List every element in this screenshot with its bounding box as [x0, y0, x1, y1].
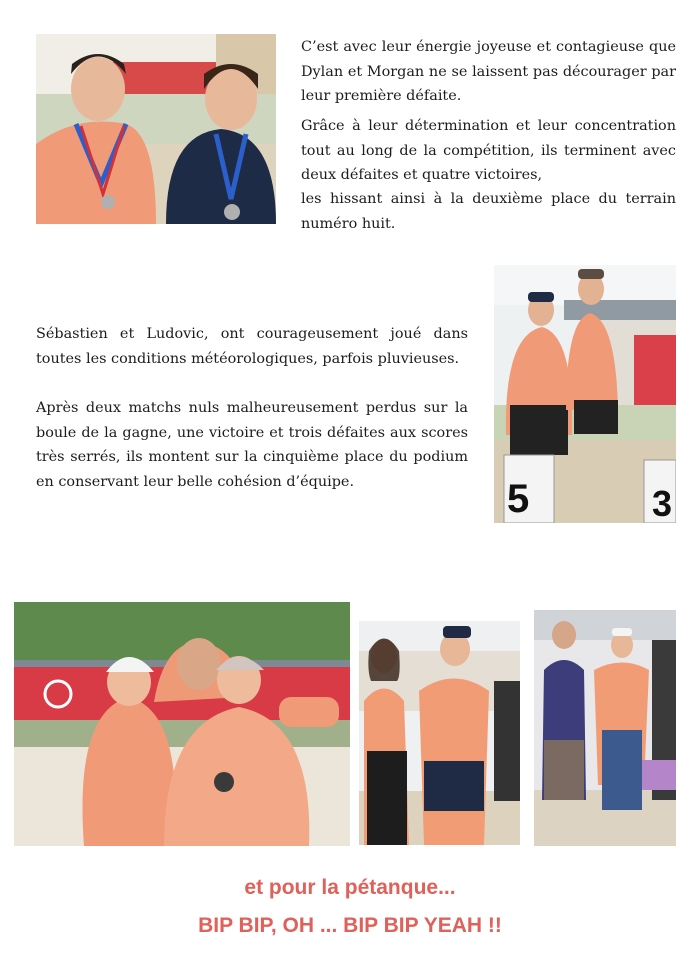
photo-athletes-playing-icon	[359, 621, 520, 845]
section1-paragraph-2: Grâce à leur détermination et leur concentration tout au long de la compétition, ils terminent avec deux défaites et quatre victoires,	[301, 118, 676, 183]
photo-group-hug-icon	[14, 602, 350, 846]
podium-number-3: 3	[652, 483, 673, 523]
photo-sebastien-ludovic	[494, 265, 676, 523]
photo-dylan-morgan	[36, 34, 276, 224]
gallery-photo-3	[534, 610, 676, 846]
photo-two-athletes-icon	[36, 34, 276, 224]
section2-paragraph-2: Après deux matchs nuls malheureusement perdus sur la boule de la gagne, une victoire et trois défaites aux scores très serrés, ils montent sur la cinquième place du podium en conservant leur belle cohésion d’équipe.	[36, 400, 468, 490]
podium-number-5: 5	[507, 477, 530, 521]
footer-line-1: et pour la pétanque...	[244, 876, 456, 899]
gallery-photo-1	[14, 602, 350, 846]
gallery-photo-2	[359, 621, 520, 845]
photo-team-walking-icon	[534, 610, 676, 846]
section1-paragraph-1: C’est avec leur énergie joyeuse et contagieuse que Dylan et Morgan ne se laissent pas décourager par leur première défaite.	[301, 39, 676, 104]
footer-line-2: BIP BIP, OH ... BIP BIP YEAH !!	[198, 914, 502, 937]
section1-paragraph-3: les hissant ainsi à la deuxième place du terrain numéro huit.	[301, 191, 676, 232]
section2-paragraph-1: Sébastien et Ludovic, ont courageusement joué dans toutes les conditions météorologiques, parfois pluvieuses.	[36, 326, 468, 367]
